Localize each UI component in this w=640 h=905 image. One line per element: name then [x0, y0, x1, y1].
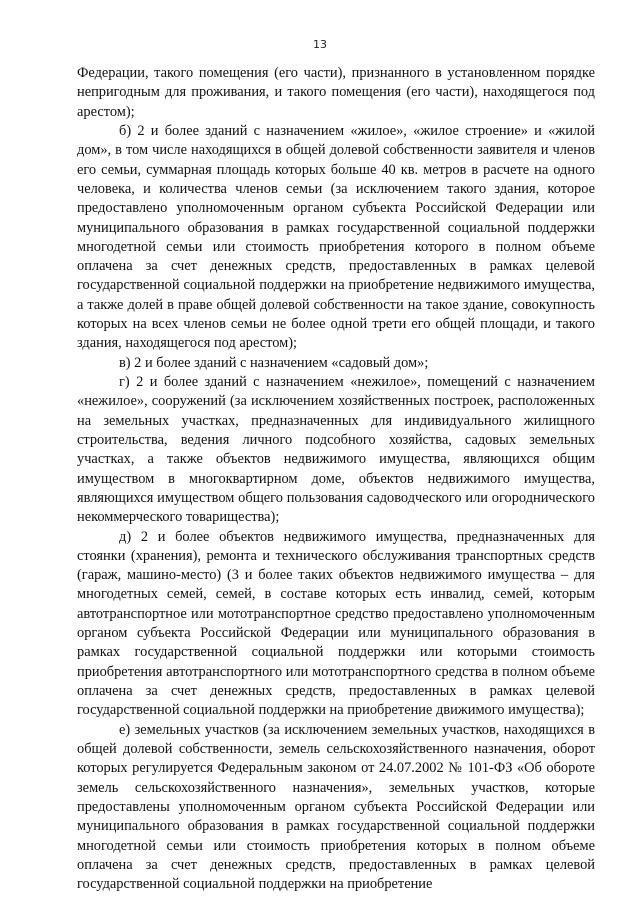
- document-body: [77, 64, 595, 894]
- paragraph-item-v: в) 2 и более зданий с назначением «садовый дом»;: [119, 354, 429, 371]
- paragraph-item-e: е) земельных участков (за исключением земельных участков, находящихся в общей долевой собственности, земель сельскохозяйственного назначения, оборот которых регулируется Федеральным законом от 24.07.2002 № 101-ФЗ «Об обороте земель сельскохозяйственного назначения», земельных участков, которые предоставлены уполномоченным органом субъекта Российской Федерации или муниципального образования в рамках государственной социальной поддержки многодетной семьи или стоимость приобретения которых в полном объеме оплачена за счет денежных средств, предоставленных в рамках целевой государственной социальной поддержки на приобретение: [77, 721, 595, 893]
- paragraph-item-g: г) 2 и более зданий с назначением «нежилое», помещений с назначением «нежилое», сооружений (за исключением хозяйственных построек, расположенных на земельных участках, предназначенных для индивидуального жилищного строительства, ведения личного подсобного хозяйства, садовых земельных участках, а также объектов недвижимого имущества, являющихся общим имуществом в многоквартирном доме, объектов недвижимого имущества, являющихся имуществом общего пользования садоводческого или огороднического некоммерческого товарищества);: [77, 374, 595, 526]
- paragraph-item-d: д) 2 и более объектов недвижимого имущества, предназначенных для стоянки (хранения), ремонта и технического обслуживания транспортных средств (гараж, машино-место) (3 и более таких объектов недвижимого имущества – для многодетных семей, семей, в составе которых есть инвалид, семей, которым автотранспортное или мототранспортное средство предоставлено уполномоченным органом субъекта Российской Федерации или муниципального образования в рамках государственной социальной поддержки или которыми стоимость приобретения автотранспортного или мототранспортного средства в полном объеме оплачена за счет денежных средств, предоставленных в рамках целевой государственной социальной поддержки на приобретение движимого имущества);: [77, 528, 595, 719]
- paragraph-continuation: Федерации, такого помещения (его части), признанного в установленном порядке непригодным для проживания, и такого помещения (его части), находящегося под арестом);: [77, 65, 595, 120]
- page-number: 13: [313, 38, 327, 51]
- paragraph-item-b: б) 2 и более зданий с назначением «жилое», «жилое строение» и «жилой дом», в том числе находящихся в общей долевой собственности заявителя и членов его семьи, суммарная площадь которых больше 40 кв. метров в расчете на одного человека, и количества членов семьи (за исключением такого здания, которое предоставлено уполномоченным органом субъекта Российской Федерации или муниципального образования в рамках государственной социальной поддержки многодетной семьи или стоимость приобретения которого в полном объеме оплачена за счет денежных средств, предоставленных в рамках целевой государственной социальной поддержки на приобретение недвижимого имущества, а также долей в праве общей долевой собственности на такое здание, совокупность которых на всех членов семьи не более одной трети его общей площади, и такого здания, находящегося под арестом);: [77, 122, 595, 352]
